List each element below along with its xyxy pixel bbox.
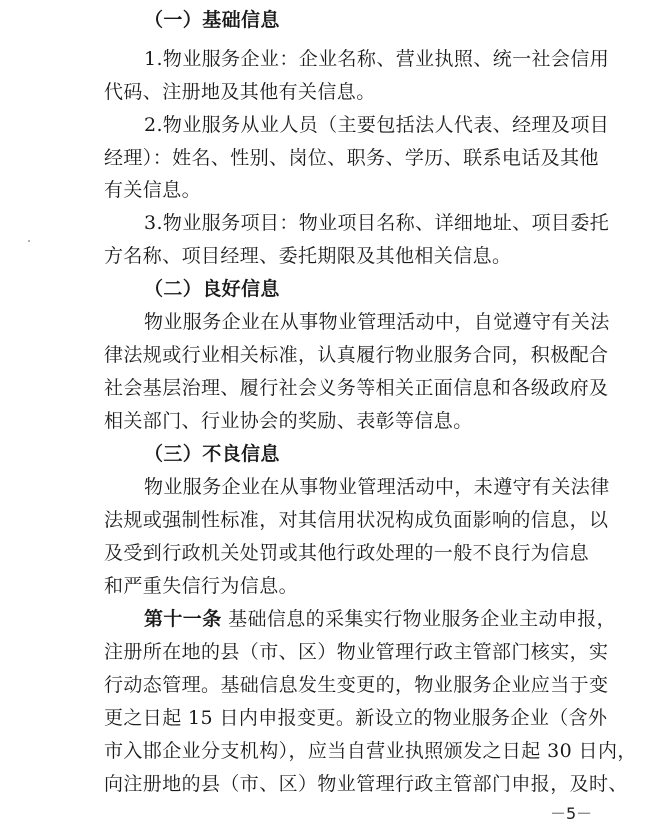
section-heading-bad-info: （三）不良信息 <box>144 443 280 465</box>
scan-mark <box>28 240 30 242</box>
paragraph-line: 行动态管理。基础信息发生变更的，物业服务企业应当于变 <box>104 674 609 696</box>
paragraph-line: 1.物业服务企业：企业名称、营业执照、统一社会信用 <box>144 48 610 70</box>
article-label: 第十一条 <box>144 608 222 630</box>
paragraph-line: 注册所在地的县（市、区）物业管理行政主管部门核实，实 <box>104 641 609 663</box>
paragraph-line: 律法规或行业相关标准，认真履行物业服务合同，积极配合 <box>104 344 609 366</box>
paragraph-line: 2.物业服务从业人员（主要包括法人代表、经理及项目 <box>144 114 610 136</box>
paragraph-line: 相关部门、行业协会的奖励、表彰等信息。 <box>104 410 473 432</box>
section-heading-basic-info: （一）基础信息 <box>144 9 280 31</box>
paragraph-line: 社会基层治理、履行社会义务等相关正面信息和各级政府及 <box>104 377 609 399</box>
paragraph-line: 法规或强制性标准，对其信用状况构成负面影响的信息，以 <box>104 509 609 531</box>
article-first-line <box>144 607 616 631</box>
page-number: －5－ <box>550 804 593 823</box>
paragraph-line: 市入邯企业分支机构），应当自营业执照颁发之日起 30 日内， <box>104 740 637 762</box>
paragraph-line: 和严重失信行为信息。 <box>104 575 299 597</box>
section-heading-good-info: （二）良好信息 <box>144 278 280 300</box>
paragraph-line: 经理）：姓名、性别、岗位、职务、学历、联系电话及其他 <box>104 147 599 169</box>
paragraph-line: 3.物业服务项目：物业项目名称、详细地址、项目委托 <box>144 212 610 234</box>
paragraph-line: 物业服务企业在从事物业管理活动中，自觉遵守有关法 <box>144 311 610 333</box>
paragraph-line: 更之日起 15 日内申报变更。新设立的物业服务企业（含外 <box>104 707 608 729</box>
paragraph-line: 向注册地的县（市、区）物业管理行政主管部门申报，及时、 <box>104 773 628 795</box>
paragraph-line: 代码、注册地及其他有关信息。 <box>104 81 376 103</box>
paragraph-line: 方名称、项目经理、委托期限及其他相关信息。 <box>104 245 512 267</box>
paragraph-line: 物业服务企业在从事物业管理活动中，未遵守有关法律 <box>144 476 610 498</box>
paragraph-line: 及受到行政机关处罚或其他行政处理的一般不良行为信息 <box>104 542 590 564</box>
paragraph-line: 有关信息。 <box>104 179 202 201</box>
article-text: 基础信息的采集实行物业服务企业主动申报， <box>228 608 617 630</box>
